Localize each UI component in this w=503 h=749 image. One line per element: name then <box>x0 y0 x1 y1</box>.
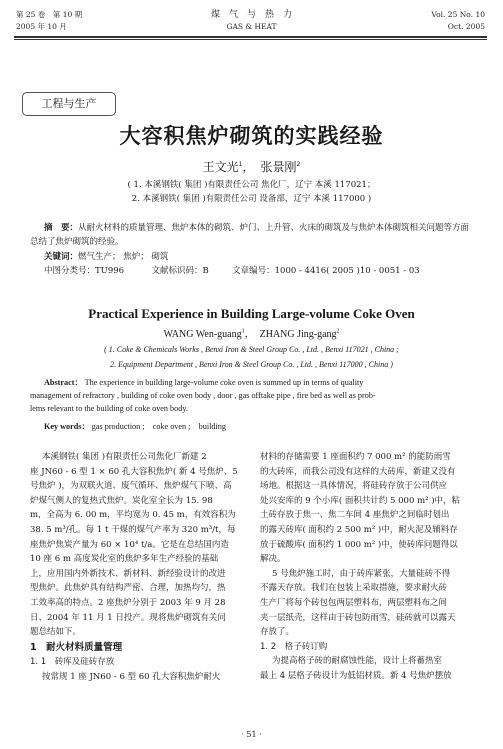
author-en-sep: ， <box>244 329 250 340</box>
intro-line: 38. 5 m³/孔。每 1 t 干煤的煤气产率为 320 m³/t，每 <box>30 524 236 535</box>
intro-line: 上，应用国内外新技术、新材料、新经验设计的改进 <box>30 568 226 579</box>
abstract-en <box>30 376 476 415</box>
abstract-en-line-2: management of refractory , building of coke oven body , door , gas offtake pipe , fire bed as well as prob- <box>30 391 376 400</box>
outdoor-line: 存放了。 <box>260 627 295 638</box>
author-2-en-sup: 2 <box>336 328 340 335</box>
journal-name-en: GAS & HEAT <box>226 22 277 31</box>
checker-line: 为提高格子砖的耐腐蚀性能，设计上将蓄热室 <box>272 656 443 667</box>
abstract-en-label: Abstract： <box>44 378 83 387</box>
page-number: · 51 · <box>241 730 262 739</box>
header-rule-thick <box>14 36 487 38</box>
author-1-cn: 王文光 <box>202 160 239 174</box>
intro-line: 号焦炉 )，为双联火道、废气循环、焦炉煤气下喷、高 <box>30 481 232 492</box>
intro-line: 座 JN60 - 6 型 1 × 60 孔大容积焦炉( 新 4 号焦炉、5 <box>30 466 238 477</box>
checker-line: 最上 4 层格子砖设计为低铝材质。新 4 号焦炉摆放 <box>260 670 452 681</box>
author-1-sup: 1 <box>238 161 243 168</box>
journal-name: 煤 气 与 热 力 <box>210 10 292 20</box>
abstract-cn <box>30 221 475 249</box>
subsection-heading-1-2: 1. 2 格子砖订购 <box>260 641 328 652</box>
affiliation-en-2: 2. Equipment Department , Benxi Iron & Steel Group Co. , Ltd. , Benxi 117000 , China ) <box>110 360 393 369</box>
intro-line: 题总结如下。 <box>30 627 82 638</box>
article-number: 文章编号：1000 - 4416( 2005 )10 - 0051 - 03 <box>232 266 420 276</box>
abstract-cn-label: 摘 要： <box>44 223 79 233</box>
author-2-cn: 张景刚 <box>260 160 297 174</box>
journal-volume-en: Vol. 25 No. 10 <box>431 10 485 19</box>
intro-line: 座焦炉焦炭产量为 60 × 10⁴ t/a。它是在总结国内造 <box>30 539 229 550</box>
affiliation-en-1: ( 1. Coke & Chemicals Works , Benxi Iron & Steel Group Co. , Ltd. , Benxi 117021 , China ; <box>104 345 399 354</box>
left-column <box>30 450 252 685</box>
keywords-en <box>44 420 226 433</box>
storage-line: 土砖存放于焦一、焦二车间 4 座焦炉之间临时划出 <box>260 510 450 521</box>
abstract-en-text-1: The experience in building large-volume coke oven is summed up in terms of quality <box>84 378 364 387</box>
storage-line: 材料的存储需要 1 座面积约 7 000 m² 的能防雨雪 <box>260 452 451 462</box>
storage-line: 场地。根据这一具体情况，将硅砖存放于公司供应 <box>260 481 448 492</box>
outdoor-line: 夹一层纸壳，这样由于砖包防雨雪，硅砖就可以露天 <box>260 612 456 623</box>
abstract-en-line-3: lems relevant to the building of coke oven body. <box>30 404 188 413</box>
affiliation-cn-1: ( 1. 本溪钢铁( 集团 )有限责任公司 焦化厂，辽宁 本溪 117021； <box>127 180 376 190</box>
intro-line: 10 座 6 m 高度炭化室的焦炉多年生产经验的基础 <box>30 554 219 565</box>
section-tag: 工程与生产 <box>22 92 116 116</box>
section-heading-1: 1 耐火材料质量管理 <box>30 641 123 653</box>
keywords-en-label: Key words： <box>44 422 90 431</box>
storage-line: 处兴安库的 9 个小库( 面积共计约 5 000 m² )中，粘 <box>260 495 461 506</box>
doc-code: 文献标识码：B <box>151 266 209 276</box>
journal-date: 2005 年 10 月 <box>16 22 67 31</box>
intro-line: 型焦炉。此焦炉具有结构严密、合理，加热均匀，热 <box>30 583 226 594</box>
author-2-en: ZHANG Jing-gang <box>259 329 337 340</box>
journal-volume: 第 25 卷 第 10 期 <box>16 10 83 19</box>
subsection-heading-1-1: 1. 1 砖库及硅砖存放 <box>30 657 115 668</box>
storage-line: 的露天砖库( 面积约 2 500 m² )中，耐火泥及辅料存 <box>260 524 458 535</box>
intro-line: 工效率高的特点。2 座焦炉分别于 2003 年 9 月 28 <box>30 597 226 608</box>
authors-en <box>0 325 503 340</box>
classification-row <box>44 264 484 278</box>
author-sep: ， <box>242 160 249 174</box>
outdoor-line: 不露天存放。我们在包装上采取措施，要求耐火砖 <box>260 583 448 594</box>
journal-date-en: Oct. 2005 <box>447 22 485 31</box>
intro-paragraph <box>30 450 252 640</box>
title-en: Practical Experience in Building Large-volume Coke Oven <box>88 306 415 321</box>
keywords-cn-label: 关键词： <box>44 252 79 262</box>
authors-cn <box>0 158 503 175</box>
outdoor-line: 5 号焦炉施工时，由于砖库紧张，大量硅砖不得 <box>272 568 451 579</box>
keywords-cn <box>44 250 168 264</box>
author-1-en-sup: 1 <box>241 328 245 335</box>
abstract-cn-text: 从耐火材料的质量管理、焦炉本体的砌筑、炉门、上升管、火床的砌筑及与焦炉本体砌筑相关问题等方面总结了焦炉砌筑的经验。 <box>30 223 470 247</box>
storage-line: 的大砖库，而我公司没有这样的大砖库，新建又没有 <box>260 466 456 477</box>
subsection-1-1-text: 按常规 1 座 JN60 - 6 型 60 孔大容积焦炉耐火 <box>42 671 221 682</box>
storage-line: 放于硫酸库( 面积约 1 000 m² )中，使砖库问题得以 <box>260 539 458 550</box>
outdoor-line: 生产厂将每个砖包包两层塑料布，两层塑料布之间 <box>260 597 448 608</box>
intro-line: 本溪钢铁( 集团 )有限责任公司焦化厂新建 2 <box>42 452 207 462</box>
author-1-en: WANG Wen-guang <box>163 329 242 340</box>
storage-line: 解决。 <box>260 554 286 565</box>
title-cn: 大容积焦炉砌筑的实践经验 <box>119 124 384 148</box>
keywords-cn-text: 燃气生产； 焦炉； 砌筑 <box>78 252 169 262</box>
abstract-en-line-1 <box>30 376 476 389</box>
intro-line: m，全高为 6. 00 m，平均宽为 0. 45 m，有效容积为 <box>30 510 236 521</box>
affiliation-cn-2: 2. 本溪钢铁( 集团 )有限责任公司 设备部，辽宁 本溪 117000 ) <box>131 194 372 204</box>
author-2-sup: 2 <box>296 161 301 168</box>
intro-line: 炉煤气侧人的复热式焦炉。炭化室全长为 15. 98 <box>30 495 213 506</box>
clc-number: 中图分类号：TU996 <box>44 266 125 276</box>
right-column <box>260 450 482 684</box>
keywords-en-text: gas production ; coke oven ; building <box>91 422 226 431</box>
header-rule-thin <box>14 39 487 40</box>
intro-line: 日、2004 年 11 月 1 日投产。现将焦炉砌筑有关问 <box>30 612 226 623</box>
